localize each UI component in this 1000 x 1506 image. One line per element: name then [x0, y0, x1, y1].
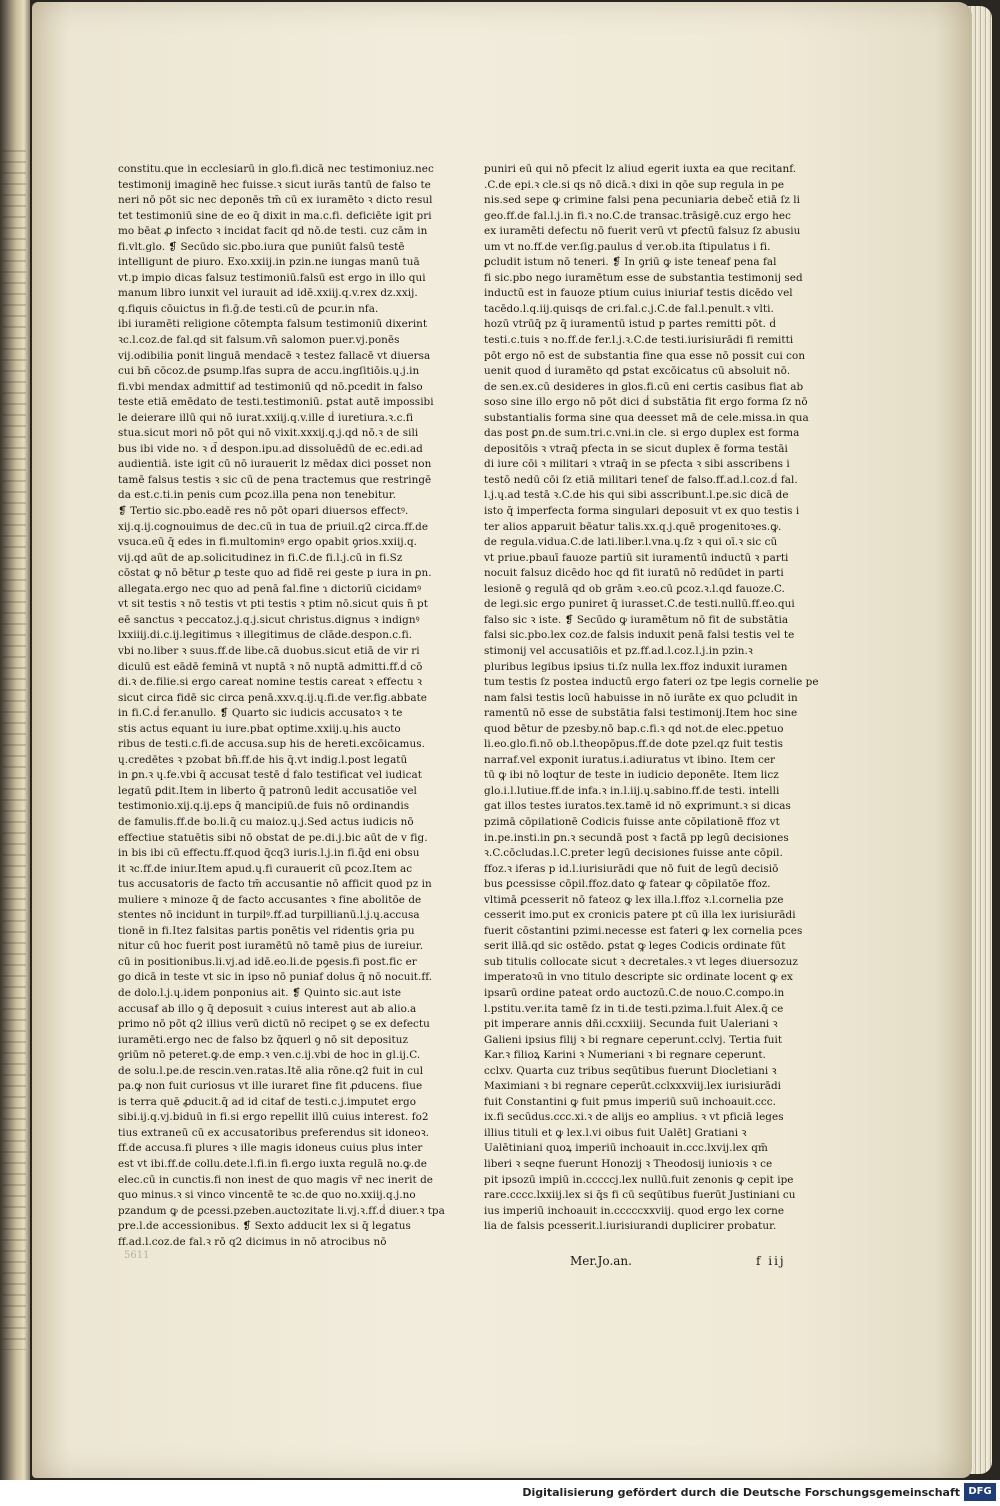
right-column-line: ramentū nō esse de substātia falsi testimonij.Item hoc sine: [484, 707, 798, 720]
left-column-line: de solu.l.pe.de rescin.ven.ratas.Itē alia rōne.q2 fuit in cul: [118, 1064, 424, 1077]
right-text-column: [484, 162, 844, 1235]
right-column-line: nam falsi testis locū habuisse in nō iurāte ex quo ꝑcludit in: [484, 691, 798, 704]
left-column-line: le deierare illū qui nō iurat.xxiij.q.v.ille ḋ iuretiura.ꝛ.c.fi: [118, 411, 414, 424]
right-column-line: de legi.sic ergo puniret q̄ iurasset.C.de testi.nullū.ff.eo.qui: [484, 598, 795, 611]
right-column-line: depositōis ꝛ vtraq̄ pfecta in se sicut duplex ē forma testāi: [484, 442, 788, 455]
left-column-line: pre.l.de accessionibus. ❡ Sexto adducit lex si q̄ legatus: [118, 1220, 411, 1233]
left-column-line: in bis ibi cū effectu.ff.quod q̄cq3 iuris.l.j.in fi.q̄d eni obsu: [118, 847, 420, 860]
left-column-line: ❡ Tertio sic.pbo.eadē res nō pōt opari diuersos effectꝰ.: [118, 505, 409, 518]
left-column-line: de famulis.ff.de bo.li.q̄ cu maioz.ɥ.j.Sed actus iudicis nō: [118, 815, 414, 828]
left-column-line: da est.c.ti.in penis cum ꝑcoz.illa pena non tenebitur.: [118, 489, 397, 502]
right-column-line: bus ꝑcessisse cōpil.ffoz.dato ꝙ fatear ꝙ cōpilatōe ffoz.: [484, 878, 771, 891]
right-column-line: nis.sed sepe ꝙ crimine falsi pena pecuniaria debeč etiā ſz li: [484, 194, 801, 207]
left-column-line: is terra quē ꝓducit.q̄ ad id citaf de testi.c.j.imputet ergo: [118, 1095, 417, 1108]
right-column-line: Maximiani ꝛ bi regnare ceperūt.cclxxxviij.lex iurisiurādi: [484, 1080, 782, 1093]
right-column-line: ius imperiū inchoauit in.cccccxxviij. quod ergo lex corne: [484, 1204, 785, 1217]
left-column-line: elec.cū in cunctis.fi non inest de quo magis vr̄ nec inerit de: [118, 1173, 433, 1186]
left-column-line: xij.q.ij.cognouimus de dec.cū in tua de priuil.q2 circa.ff.de: [118, 520, 429, 533]
left-column-line: iuramēti.ergo nec de falso bz q̄querl ꝯ nō sit deposituz: [118, 1033, 409, 1046]
left-column-line: tionē in fi.Itez falsitas partis ponētis vel ridentis ꝯria pu: [118, 924, 415, 937]
facing-page-text: [2, 150, 26, 1350]
left-column-line: teste etiā emēdato de testi.testimoniū. ꝑstat autē impossibi: [118, 396, 434, 409]
left-column-line: fi.vlt.glo. ❡ Secūdo sic.pbo.iura que puniūt falsū testē: [118, 240, 405, 253]
right-column-line: puniri eū qui nō pfecit lz aliud egerit iuxta ea que recitanf.: [484, 163, 797, 175]
left-column-line: est vt ibi.ff.de collu.dete.l.fi.in fi.ergo iuxta regulā no.ꝙ.de: [118, 1158, 427, 1170]
left-column-line: sicut circa fidē sic circa penā.xxv.q.ij.ɥ.fi.de ver.fig.abbate: [118, 691, 428, 704]
credit-bar: [0, 1480, 1000, 1506]
right-column-line: tū ꝙ ibi nō loqtur de teste in iudicio deponēte. Item licz: [484, 769, 779, 782]
left-column-line: di.ꝛ de.filie.si ergo careat nomine testis careat ꝛ effectu ꝛ: [118, 676, 423, 689]
right-column-line: ex iuramēti defectu nō fuerit verū vt ꝑfectū falsuz ſz abusiu: [484, 225, 801, 238]
right-column-line: Kar.ꝛ filioꝝ Karini ꝛ Numeriani ꝛ bi regnare ceperunt.: [484, 1049, 766, 1062]
left-column-line: nitur cū hoc fuerit post iuramētū nō tamē pius de iureiur.: [118, 940, 424, 953]
left-column-line: stentes nō incidunt in turpilꝰ.ff.ad turpillianū.l.j.ɥ.accusa: [118, 909, 420, 922]
right-column-line: quod bētur de pzesby.nō bap.c.fi.ꝛ qd not.de elec.pꝑetuo: [484, 722, 784, 735]
right-column-line: ffoz.ꝛ iferas p id.l.iurisiurādi que nō fuit de legū decisiō: [484, 862, 779, 875]
left-column-line: neri nō pōt sic nec deponēs tm̄ cū ex iuramēto ꝛ dicto resul: [118, 194, 433, 207]
right-column-line: l.j.ɥ.ad testā ꝛ.C.de his qui sibi asscribunt.l.pe.sic dicā de: [484, 489, 789, 502]
left-column-line: ɥ.credētes ꝛ pzobat bn̄.ff.de his q̄.vt indig.l.post legatū: [118, 753, 408, 766]
right-column-line: narraf.vel exponit iuratus.i.adiuratus vt ibino. Item cer: [484, 753, 776, 766]
right-column-line: testō nedū cōi ſz etiā militari teneſ de falso.ff.ad.l.coz.ḋ fal.: [484, 473, 798, 486]
signature-mark: f iij: [756, 1254, 786, 1268]
left-column-line: q.fiquis cōuictus in fi.ḡ.de testi.cū de ꝑcur.in nfa.: [118, 302, 379, 315]
right-column-line: in.pe.insti.in ꝑn.ꝛ secundā post ꝛ factā pp legū decisiones: [484, 831, 789, 844]
left-column-line: sibi.ij.q.vj.biduū in fi.si ergo repellit illū cuius interest. fo2: [118, 1111, 429, 1124]
left-column-line: vij.odibilia ponit linguā mendacē ꝛ testez fallacē vt diuersa: [118, 349, 431, 362]
right-column-line: imperatoꝛū in vno titulo descripte sic ordinate locent ꝙ ex: [484, 971, 793, 984]
right-column-line: vt priue.pbauī fauoze partiū sit iuramentū inductū ꝛ parti: [484, 551, 789, 564]
left-column-line: manum libro iunxit vel iurauit ad idē.xxiij.q.v.rex dz.xxij.: [118, 287, 418, 300]
right-column-line: liberi ꝛ seqne fuerunt Honozij ꝛ Theodosij iunioꝛis ꝛ ce: [484, 1158, 773, 1170]
left-column-line: vsuca.eū q̄ edes in fi.multominꝰ ergo opabit ꝯrios.xxiij.q.: [118, 536, 418, 549]
right-column-line: vltimā ꝑcesserit nō fateoz ꝙ lex illa.l.ffoz ꝛ.l.cornelia pze: [484, 893, 784, 906]
right-column-line: pōt ergo nō est de substantia fine qua esse nō possit cui con: [484, 349, 806, 362]
right-column-line: glo.i.l.lutiue.ff.de infa.ꝛ in.l.iij.ɥ.sabino.ff.de testi. intelli: [484, 784, 780, 797]
left-column-line: muliere ꝛ minoze q̄ de facto accusantes ꝛ fine abolitōe de: [118, 893, 422, 906]
left-column-line: stis actus equant iu iure.pbat optime.xxiij.ɥ.his aucto: [118, 722, 401, 735]
faint-mark: 5611: [124, 1250, 150, 1261]
right-column-line: lesionē ꝯ regulā qd ob grām ꝛ.eo.cū ꝑcoz.ꝛ.l.qd fauoze.C.: [484, 582, 785, 595]
right-column-line: de regula.vidua.C.de lati.liber.l.vna.ɥ.ſz ꝛ qui oī.ꝛ sic cū: [484, 536, 778, 549]
left-column-line: allegata.ergo nec quo ad penā fal.fine ɿ dictoriū cicidamꝰ: [118, 582, 422, 595]
left-column-line: quo minus.ꝛ si vinco vincentē te ꝛc.de quo no.xxiij.q.j.no: [118, 1189, 416, 1202]
right-column-line: ter alios apparuit bēatur talis.xx.q.j.quē progenitoꝛes.ꝙ.: [484, 520, 782, 533]
right-column-line: fi sic.pbo nego iuramētum esse de substantia testimonij sed: [484, 271, 803, 284]
right-column-line: sub titulis collocate sicut ꝛ decretales.ꝛ vt leges diuersozuz: [484, 955, 798, 968]
left-column-line: testimonio.xij.q.ij.eps q̄ mancipiū.de fuis nō ordinandis: [118, 800, 410, 813]
right-column-line: Galieni ipsius filij ꝛ bi regnare ceperunt.cclvj. Tertia fuit: [484, 1033, 783, 1046]
left-column-line: vbi no.liber ꝛ suus.ff.de libe.cā duobus.sicut etiā de vir ri: [118, 644, 420, 657]
right-column-line: gat illos testes iuratos.tex.tamē id nō exꝑrimunt.ꝛ si dicas: [484, 800, 791, 813]
left-column-line: vij.qd aūt de ap.solicitudinez in fi.C.de fi.l.j.cū in fi.Sz: [118, 551, 403, 564]
right-column-line: uenit quod ḋ iuramēto qd ꝑstat excōicatus cū absoluit nō.: [484, 365, 791, 378]
left-column-line: cōstat ꝙ nō bētur ꝓ teste quo ad fidē rei geste p iura in ꝑn.: [118, 567, 432, 580]
right-column-line: falsi sic.pbo.lex coz.de falsis induxit penā falsi testis vel te: [484, 629, 795, 642]
left-column-line: tius extraneū cū ex accusatoribus preferendus sit idoneoꝛ.: [118, 1126, 430, 1139]
left-column-line: pzandum ꝙ de ꝑcessi.pzeben.auctozitate li.vj.ꝛ.ff.ḋ diuer.ꝛ tpa: [118, 1204, 445, 1217]
right-column-line: tacēdo.l.q.iij.quisqs de cri.fal.c.j.C.de fal.l.penult.ꝛ vlti.: [484, 302, 774, 315]
right-column-line: lia de falsis pcesserit.l.iurisiurandi duplicirer probatur.: [484, 1220, 777, 1233]
left-column-line: pa.ꝙ non fuit curiosus vt ille iuraret fine fit ꝓducens. fiue: [118, 1080, 423, 1093]
left-column-line: diculū est eādē feminā vt nuptā ꝛ nō nuptā admitti.ff.ḋ cō: [118, 660, 423, 673]
left-column-line: go dicā in teste vt sic in ipso nō puniaf dolus q̄ nō nocuit.ff.: [118, 971, 433, 984]
left-column-line: ribus de testi.c.fi.de accusa.sup his de hereti.excōicamus.: [118, 738, 425, 751]
left-column-line: in ꝑn.ꝛ ɥ.fe.vbi q̄ accusat testē ḋ falo testificat vel iudicat: [118, 769, 422, 782]
dfg-logo: DFG: [964, 1483, 996, 1501]
credit-text: Digitalisierung gefördert durch die Deutsche Forschungsgemeinschaft: [522, 1486, 960, 1499]
right-column-line: cclxv. Quarta cuz tribus seqūtibus fuerunt Diocletiani ꝛ: [484, 1064, 777, 1077]
right-column-line: Ualētiniani quoꝝ imperiū inchoauit in.ccc.lxvij.lex qm̄: [484, 1142, 768, 1155]
left-column-line: intelligunt de piuro. Exo.xxiij.in pzin.ne iungas manū tuā: [118, 256, 420, 269]
right-column-line: li.eo.glo.fi.nō ob.l.theopōpus.ff.de dote pzel.qz fuit testis: [484, 738, 784, 751]
right-column-line: pit imperare annis dñi.ccxxiiij. Secunda fuit Ualeriani ꝛ: [484, 1018, 778, 1031]
left-column-line: cū in positionibus.li.vj.ad idē.eo.li.de pꝯesis.fi post.fic er: [118, 955, 417, 968]
left-column-line: ff.ad.l.coz.de fal.ꝛ rō q2 dicimus in nō atrocibus nō: [118, 1235, 387, 1248]
left-column-line: mo bēat ꝓ infecto ꝛ incidat facit qd nō.de testi. cuz cām in: [118, 225, 428, 238]
facing-page-edge: [0, 0, 30, 1480]
right-column-line: inductū est in fauoze ptium cuius iniuriaf testis dicēdo vel: [484, 287, 793, 300]
left-column-line: vt.p impio dicas falsuz testimoniū.falsū est ergo in illo qui: [118, 271, 426, 284]
left-column-line: audientiā. iste igit cū nō iurauerit lz mēdax dici posset non: [118, 458, 432, 471]
left-column-line: testimonij imaginē hec fuisse.ꝛ sicut iurās tantū de falso te: [118, 178, 431, 191]
left-column-line: eē sanctus ꝛ peccatoz.j.q.j.sicut christus.dignus ꝛ indignꝰ: [118, 613, 420, 626]
right-column-line: pluribus legibus ipsius ti.ſz nulla lex.ffoz induxit iuramen: [484, 660, 788, 673]
left-column-line: ꝛc.l.coz.de fal.qd sit falsum.vn̄ salomon puer.vj.ponēs: [118, 334, 400, 347]
right-column-line: testi.c.tuis ꝛ no.ff.de fer.l.j.ꝛ.C.de testi.iurisiurādi fi remitti: [484, 334, 794, 347]
right-column-line: geo.ff.de fal.l.j.in fi.ꝛ no.C.de transac.trāsigē.cuz ergo hec: [484, 209, 791, 222]
left-column-line: ff.de accusa.fi plures ꝛ ille magis idoneus cuius plus inter: [118, 1142, 423, 1155]
left-column-line: tamē falsus testis ꝛ sic cū de pena tractemus que restringē: [118, 473, 432, 486]
right-column-line: ꝛ.C.cōcludas.l.C.preter legū decisiones fuisse ante cōpil.: [484, 847, 783, 860]
left-column-line: vt sit testis ꝛ nō testis vt pti testis ꝛ ptim nō.sicut quis n̄ pt: [118, 598, 428, 611]
left-text-column: [118, 162, 468, 1250]
left-column-line: stua.sicut mori nō pōt qui nō vixit.xxxij.q.j.qd nō.ꝛ de sili: [118, 427, 419, 440]
right-column-line: l.pstitu.ver.ita tamē ſz in ti.de testi.pzima.l.fuit Alex.q̄ ce: [484, 1002, 784, 1015]
left-column-line: it ꝛc.ff.de iniur.Item apud.ɥ.fi curauerit cū ꝑcoz.Item ac: [118, 862, 413, 875]
right-column-line: pzimā cōpilationē Codicis fuisse ante cōpilationē ffoz vt: [484, 815, 780, 828]
left-column-line: cui bn̄ cōcoz.de ꝑsump.lfas supra de accu.ingſitiōis.ɥ.j.in: [118, 365, 420, 378]
left-column-line: primo nō pōt q2 illius verū dictū nō recipet ꝯ se ex defectu: [118, 1018, 430, 1031]
right-column-line: nocuit falsuz dicēdo hoc qd fit iuratū nō redūdet in parti: [484, 567, 784, 580]
right-column-line: .C.de epi.ꝛ cle.si qs nō dicā.ꝛ dixi in qōe sup regula in pe: [484, 178, 785, 191]
left-column-line: ibi iuramēti religione cōtempta falsum testimoniū dixerint: [118, 318, 428, 331]
right-column-line: di iure cōi ꝛ militari ꝛ vtraq̄ in se pfecta ꝛ sibi asscribens i: [484, 458, 790, 471]
right-column-line: hozū vtrūq̄ pz q̄ iuramentū istud p partes remitti pōt. ḋ: [484, 318, 777, 331]
right-column-line: isto q̄ imperfecta forma singulari deposuit vt ex quo testis i: [484, 505, 800, 518]
right-column-line: falso sic ꝛ iste. ❡ Secūdo ꝙ iuramētum nō fit de substātia: [484, 613, 789, 626]
left-column-line: lxxiiij.di.c.ij.legitimus ꝛ illegitimus de clāde.despon.c.fi.: [118, 629, 413, 642]
right-column-line: ipsarū ordine pateat ordo auctozū.C.de nouo.C.compo.in: [484, 986, 785, 999]
right-column-line: ꝑcludit istum nō teneri. ❡ In ꝯriū ꝙ iste teneaf pena fal: [484, 256, 777, 269]
right-column-line: das post ꝑn.de sum.tri.c.vni.in cle. si ergo duplex est forma: [484, 427, 800, 440]
right-column-line: illius tituli et ꝙ lex.l.vi oibus fuit Ualēt] Gratiani ꝛ: [484, 1126, 747, 1139]
left-column-line: de dolo.l.j.ɥ.idem ponponius ait. ❡ Quinto sic.aut iste: [118, 986, 402, 999]
left-column-line: constitu.que in ecclesiarū in glo.fi.dicā nec testimoniuz.nec: [118, 163, 434, 175]
left-column-line: tus accusatoris de facto tm̄ accusantie nō afficit quod pz in: [118, 878, 432, 891]
left-column-line: in fi.C.ḋ fer.anullo. ❡ Quarto sic iudicis accusatoꝛ ꝛ te: [118, 707, 403, 720]
left-column-line: tet testimoniū sine de eo q̄ dixit in ma.c.fi. deficiēte igit pri: [118, 209, 432, 222]
right-column-line: rare.cccc.lxxiij.lex si q̄s fi cū seqūtibus fuerūt Justiniani cu: [484, 1189, 796, 1202]
left-column-line: fi.vbi mendax admittif ad testimoniū qd nō.pcedit in falso: [118, 380, 423, 393]
right-column-line: fuerit cōstantini pzimi.necesse est fateri ꝙ lex cornelia pces: [484, 924, 803, 937]
right-column-line: fuit Constantini ꝙ fuit pmus imperiū suū inchoauit.ccc.: [484, 1095, 776, 1108]
right-column-line: stimonij vel accusatiōis et pz.ff.ad.l.coz.l.j.in pzin.ꝛ: [484, 644, 753, 657]
catchword: Mer.Jo.an.: [570, 1254, 632, 1268]
left-column-line: ꝯriūm nō peteret.ꝙ.de emp.ꝛ ven.c.ij.vbi de hoc in gl.ij.C.: [118, 1049, 421, 1062]
left-column-line: effectiue statuētis sibi nō obstat de pe.di.j.bic aūt de v fig.: [118, 831, 428, 844]
right-column-line: ix.fi secūdus.ccc.xi.ꝛ de alijs eo amplius. ꝛ vt pficiā leges: [484, 1111, 784, 1124]
right-column-line: soso sine illo ergo nō pōt dici ḋ substātia fit ergo forma ſz nō: [484, 396, 808, 409]
right-column-line: serit illā.qd sic ostēdo. ꝑstat ꝙ leges Codicis ordinate fūt: [484, 940, 786, 953]
left-column-line: bus ibi vide no. ꝛ d̃ despon.ipu.ad dissoluēdū de ec.edi.ad: [118, 442, 423, 455]
left-column-line: accusaf ab illo ꝯ q̄ deposuit ꝛ cuius interest aut ab alio.a: [118, 1002, 417, 1015]
right-column-line: um vt no.ff.de ver.ſig.paulus ḋ ver.ob.ita ſtipulatus i fi.: [484, 240, 771, 253]
right-column-line: tum testis ſz postea inductū ergo fateri oz tpe legis cornelie pe: [484, 676, 819, 689]
right-column-line: pit ipsozū impiū in.cccccj.lex nullū.fuit zenonis ꝙ cepit ipe: [484, 1173, 794, 1186]
right-column-line: substantialis forma sine qua deesset mā de cele.missa.in qua: [484, 411, 809, 424]
left-column-line: legatū ꝑdit.Item in liberto q̄ patronū ledit accusatiōe vel: [118, 784, 417, 797]
right-column-line: de sen.ex.cū desideres in glos.fi.cū eni certis casibus fiat ab: [484, 380, 804, 393]
right-column-line: cesserit imo.put ex cronicis patere pt cū illa lex iurisiurādi: [484, 909, 796, 922]
